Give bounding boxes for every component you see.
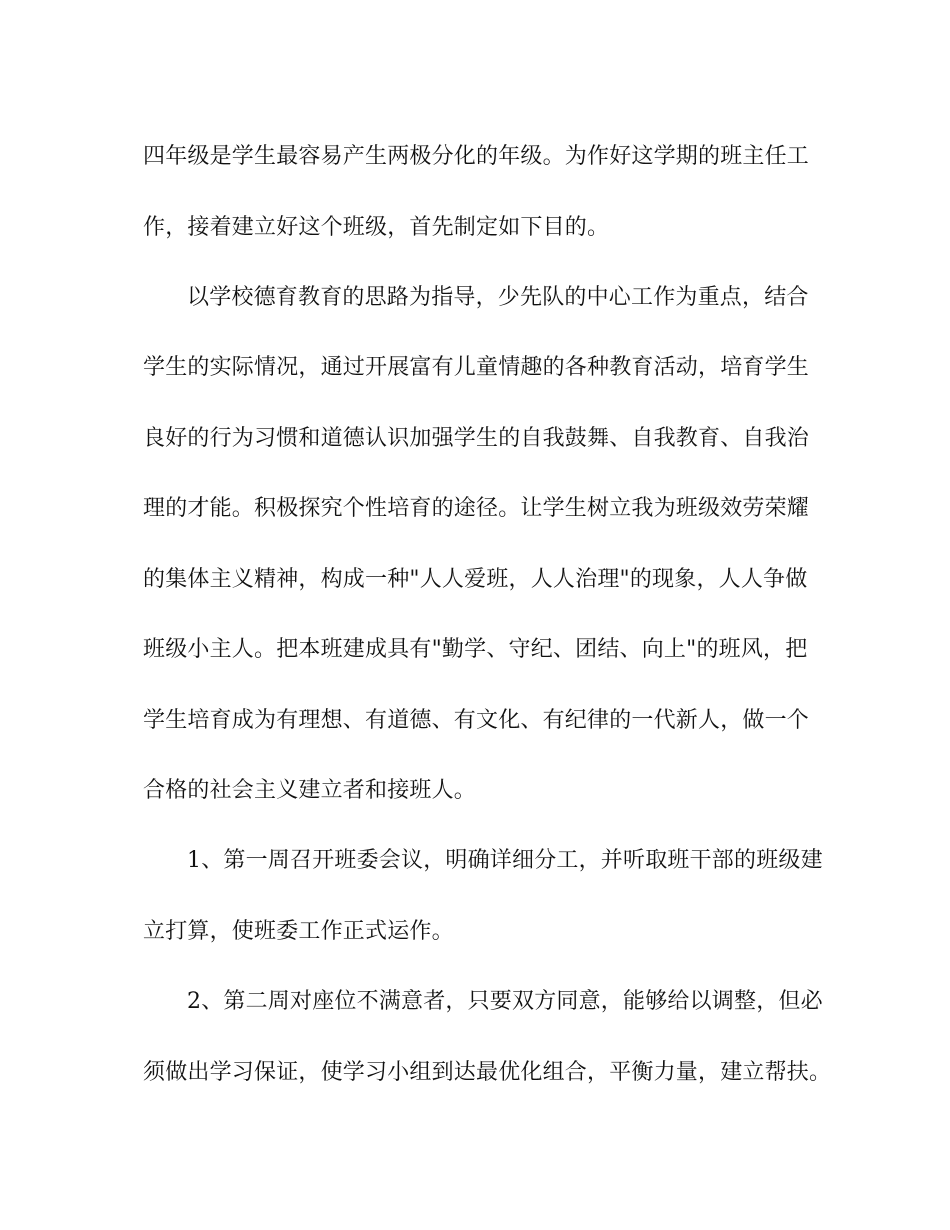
text-line: 立打算，使班委工作正式运作。 [143, 919, 454, 944]
text-line: 的集体主义精神，构成一种"人人爱班，人人治理"的现象，人人争做 [143, 567, 808, 592]
text-line: 作，接着建立好这个班级，首先制定如下目的。 [143, 215, 610, 240]
text-line: 合格的社会主义建立者和接班人。 [143, 778, 477, 803]
text-line: 班级小主人。把本班建成具有"勤学、守纪、团结、向上"的班风，把 [143, 637, 808, 662]
text-line: 四年级是学生最容易产生两极分化的年级。为作好这学期的班主任工 [143, 144, 810, 169]
paragraph-first-line: 以学校德育教育的思路为指导，少先队的中心工作为重点，结合 [187, 285, 809, 310]
text-line: 理的才能。积极探究个性培育的途径。让学生树立我为班级效劳荣耀 [143, 496, 810, 521]
text-line: 须做出学习保证，使学习小组到达最优化组合，平衡力量，建立帮扶。 [143, 1060, 832, 1085]
text-line: 学生的实际情况，通过开展富有儿童情趣的各种教育活动，培育学生 [143, 355, 810, 380]
text-line: 良好的行为习惯和道德认识加强学生的自我鼓舞、自我教育、自我治 [143, 426, 810, 451]
list-item-1: 1、第一周召开班委会议，明确详细分工，并听取班干部的班级建 [187, 848, 823, 873]
text-line: 学生培育成为有理想、有道德、有文化、有纪律的一代新人，做一个 [143, 708, 810, 733]
list-item-2: 2、第二周对座位不满意者，只要双方同意，能够给以调整，但必 [187, 989, 823, 1014]
